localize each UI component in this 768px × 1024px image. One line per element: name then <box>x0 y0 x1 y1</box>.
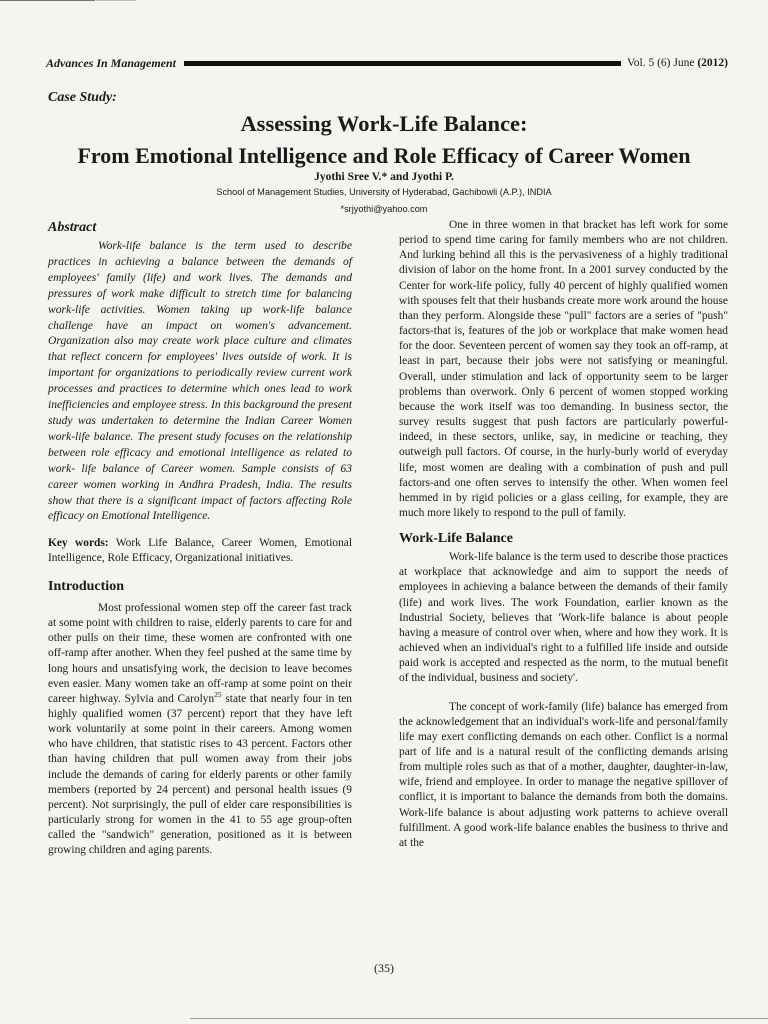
scan-artifact-bottom-line <box>190 1018 768 1019</box>
article-title-line1: Assessing Work-Life Balance: <box>240 111 528 136</box>
issue-info <box>625 57 728 69</box>
right-paragraph-3: The concept of work-family (life) balance has emerged from the acknowledgement that an individual's work-life and personal/family life may exert conflicting demands on each other. Conflict is a normal part of life and is a natural result of the conflicting demands arising from multiple roles such as that of a mother, daughter, daughter-in-law, wife, friend and employee. In order to manage the negative spillover of conflict, it is important to balance the demands from both the domains. Work-life balance is about adjusting work patterns to achieve overall fulfillment. A good work-life balance enables the business to thrive and at the <box>399 700 728 849</box>
keywords-label: Key words: <box>48 537 109 550</box>
issue-year: (2012) <box>697 57 728 69</box>
affiliation: School of Management Studies, University of Hyderabad, Gachibowli (A.P.), INDIA <box>216 187 552 197</box>
citation-superscript: 25 <box>214 690 222 700</box>
introduction-heading: Introduction <box>48 578 124 594</box>
journal-name: Advances In Management <box>46 55 177 70</box>
page-number: (35) <box>374 961 394 975</box>
running-header <box>46 54 728 72</box>
intro-text-part2: state that nearly four in ten highly qualified women (37 percent) report that they have left work voluntarily at some point in their careers. Among women who have children, that statistic rises to 43 percent. Factors other than having children that pull women away from their jobs include the demands of caring for elderly parents or other family members (reported by 24 percent) and personal health issues (9 percent). Not surprisingly, the pull of elder care responsibilities is particularly strong for women in the 41 to 55 age group-often called the "sandwich" generation, positioned as it is between growing children and aging parents. <box>48 692 352 857</box>
scan-artifact-line <box>0 0 95 1</box>
right-paragraph-1: One in three women in that bracket has left work for some period to spend time caring for family members who are not children. And lurking behind all this is the pervasiveness of a highly traditional division of labor on the home front. In a 2001 survey conducted by the Center for work-life policy, fully 40 percent of highly qualified women with spouses felt that their husbands create more work around the house than they perform. Alongside these "pull" factors are a series of "push" factors-that is, features of the job or workplace that make women head for the door. Seventeen percent of women say they took an off-ramp, at least in part, because their jobs were not satisfying or meaningful. Overall, under stimulation and lack of opportunity seem to be larger problems than overwork. Only 6 percent of women stopped working because the work itself was too demanding. In business sector, the survey results suggest that push factors are particularly powerful-indeed, in these sectors, unlike, say, in medicine or teaching, they outweigh pull factors. Of course, in the hurly-burly world of everyday life, most women are dealing with a combination of push and pull factors-and one often serves to intensify the other. When women feel hemmed in by rigid policies or a glass ceiling, for example, they are much more likely to respond to the pull of family. <box>399 219 728 519</box>
paragraph-gap <box>399 687 728 700</box>
abstract-heading: Abstract <box>48 220 97 235</box>
introduction-paragraph <box>48 601 352 859</box>
header-rule <box>184 61 621 66</box>
right-column <box>399 218 728 851</box>
work-life-balance-heading: Work-Life Balance <box>399 531 513 547</box>
left-column <box>48 218 352 859</box>
keywords-text: Work Life Balance, Career Women, Emotional Intelligence, Role Efficacy, Organizational initiatives. <box>48 537 352 565</box>
authors: Jyothi Sree V.* and Jyothi P. <box>314 171 454 183</box>
intro-text-part1: Most professional women step off the career fast track at some point with children to raise, elderly parents to care for and other pulls on their time, these women are confronted with one off-ramp after another. When they feel pushed at the same time by long hours and unsatisfying work, the decision to leave becomes even easier. Many women take an off-ramp at some point on their career highway. Sylvia and Carolyn <box>48 601 352 705</box>
author-email: *srjyothi@yahoo.com <box>340 204 428 214</box>
keywords <box>48 536 352 566</box>
right-paragraph-2: Work-life balance is the term used to describe those practices at workplace that acknowledge and aim to support the needs of employees in achieving a balance between the demands of their family (life) and work lives. The work Foundation, earlier known as the Industrial Society, believes that 'Work-life balance is about people having a measure of control over when, where and how they work. It is achieved when an individual's right to a fulfilled life inside and outside paid work is accepted and respected as the norm, to the mutual benefit of the individual, business and society'. <box>399 551 728 685</box>
volume-label: Vol. 5 (6) June <box>626 57 695 69</box>
article-type: Case Study: <box>48 90 117 105</box>
abstract-text: Work-life balance is the term used to describe practices in achieving a balance between the demands of employees' family (life) and work lives. The demands and pressures of work make difficult to stretch time for balancing work-life activities. Women taking up work-life balance challenge have an impact on women's advancement. Organization also may create work place culture and climates that reflect concern for employees' lives outside of work. It is important for organizations to periodically review current work processes and practices to determine which ones lead to work inefficiencies and employee stress. In this background the present study was undertaken to determine the Indian Career Women work-life balance. The present study focuses on the relationship between role efficacy and emotional intelligence as related to work- life balance of Career women. Sample consists of 63 career women working in Andhra Pradesh, India. The results show that there is a significant impact of factors affecting Role efficacy on Emotional Intelligence. <box>48 239 352 523</box>
scan-artifact-line <box>96 0 136 1</box>
article-title-line2: From Emotional Intelligence and Role Efficacy of Career Women <box>77 143 691 168</box>
